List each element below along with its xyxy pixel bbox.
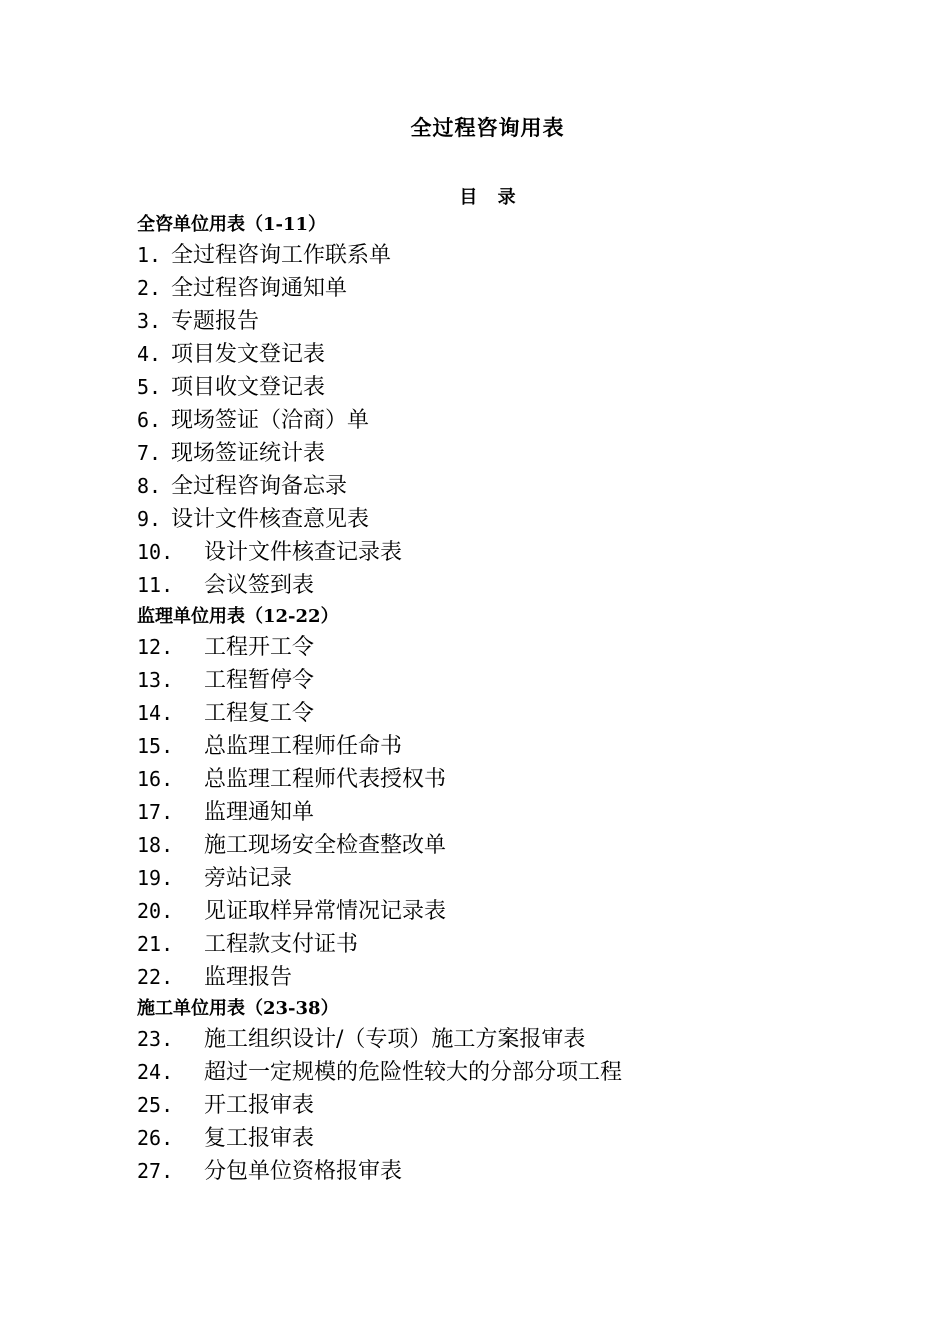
- toc-item-label: 施工现场安全检查整改单: [204, 833, 447, 858]
- toc-item-label: 监理报告: [204, 965, 293, 990]
- toc-item-number: 13.: [137, 668, 174, 692]
- toc-item: [137, 305, 877, 338]
- toc-item-number: 25.: [137, 1093, 174, 1117]
- toc-item: [137, 961, 877, 994]
- toc-item: [137, 862, 877, 895]
- toc-section-title: 施工单位用表（23-38）: [137, 998, 339, 1019]
- toc-item: [137, 569, 877, 602]
- toc-item-label: 项目收文登记表: [171, 375, 326, 400]
- toc-item: [137, 1056, 877, 1089]
- toc-item: [137, 1023, 877, 1056]
- toc-item: [137, 371, 877, 404]
- toc-item-number: 7.: [137, 441, 162, 465]
- toc-item: [137, 697, 877, 730]
- toc-item-number: 1.: [137, 243, 162, 267]
- toc-item-number: 27.: [137, 1159, 174, 1183]
- toc-item-label: 分包单位资格报审表: [204, 1159, 403, 1184]
- toc-item: [137, 404, 877, 437]
- toc-item: [137, 239, 877, 272]
- toc-item-number: 18.: [137, 833, 174, 857]
- toc-item: [137, 631, 877, 664]
- toc-item: [137, 730, 877, 763]
- toc-item: [137, 829, 877, 862]
- toc-item-number: 8.: [137, 474, 162, 498]
- toc-item: [137, 928, 877, 961]
- document-title: 全过程咨询用表: [410, 115, 565, 140]
- toc-heading: 目 录: [459, 187, 516, 208]
- toc-item-number: 26.: [137, 1126, 174, 1150]
- toc-item-label: 总监理工程师任命书: [204, 734, 403, 759]
- toc-item: [137, 536, 877, 569]
- toc-item-label: 总监理工程师代表授权书: [204, 767, 447, 792]
- toc-item-label: 监理通知单: [204, 800, 315, 825]
- toc-item-label: 设计文件核查意见表: [171, 507, 370, 532]
- toc-item-number: 4.: [137, 342, 162, 366]
- toc-item-number: 14.: [137, 701, 174, 725]
- toc-item-number: 17.: [137, 800, 174, 824]
- toc-item-number: 23.: [137, 1027, 174, 1051]
- toc-item-label: 工程款支付证书: [204, 932, 359, 957]
- toc-item-label: 旁站记录: [204, 866, 293, 891]
- toc-item-number: 24.: [137, 1060, 174, 1084]
- toc-item: [137, 503, 877, 536]
- toc-item-number: 22.: [137, 965, 174, 989]
- toc-item-label: 复工报审表: [204, 1126, 315, 1151]
- toc-item: [137, 1155, 877, 1188]
- toc-item: [137, 1122, 877, 1155]
- toc-item-number: 9.: [137, 507, 162, 531]
- toc-item-label: 工程暂停令: [204, 668, 315, 693]
- toc-item: [137, 796, 877, 829]
- toc-item-number: 3.: [137, 309, 162, 333]
- toc-item: [137, 895, 877, 928]
- toc-item-label: 施工组织设计/（专项）施工方案报审表: [204, 1027, 586, 1052]
- toc-item-number: 12.: [137, 635, 174, 659]
- toc-item-number: 6.: [137, 408, 162, 432]
- toc-item-number: 11.: [137, 573, 174, 597]
- toc-item-label: 全过程咨询备忘录: [171, 474, 348, 499]
- toc-item: [137, 338, 877, 371]
- toc-item-number: 5.: [137, 375, 162, 399]
- toc-item-label: 开工报审表: [204, 1093, 315, 1118]
- toc-item-label: 现场签证统计表: [171, 441, 326, 466]
- toc-section-title: 全咨单位用表（1-11）: [137, 214, 327, 235]
- toc-item-label: 全过程咨询通知单: [171, 276, 348, 301]
- toc-item-label: 工程开工令: [204, 635, 315, 660]
- toc-item-label: 超过一定规模的危险性较大的分部分项工程: [204, 1060, 623, 1085]
- toc-item: [137, 763, 877, 796]
- toc-item-number: 21.: [137, 932, 174, 956]
- toc-section-title: 监理单位用表（12-22）: [137, 606, 339, 627]
- toc-item-label: 会议签到表: [204, 573, 315, 598]
- toc-item-label: 专题报告: [171, 309, 260, 334]
- toc-item: [137, 1089, 877, 1122]
- toc-item-label: 项目发文登记表: [171, 342, 326, 367]
- toc-item-label: 现场签证（洽商）单: [171, 408, 370, 433]
- toc-item: [137, 272, 877, 305]
- toc-item-number: 15.: [137, 734, 174, 758]
- toc-item-number: 20.: [137, 899, 174, 923]
- toc-item: [137, 664, 877, 697]
- toc-item-number: 16.: [137, 767, 174, 791]
- toc-item-number: 19.: [137, 866, 174, 890]
- toc-item-label: 设计文件核查记录表: [204, 540, 403, 565]
- toc-item-number: 10.: [137, 540, 174, 564]
- toc-item-number: 2.: [137, 276, 162, 300]
- table-of-contents: [137, 210, 877, 1188]
- toc-item-label: 全过程咨询工作联系单: [171, 243, 392, 268]
- toc-item: [137, 437, 877, 470]
- toc-item: [137, 470, 877, 503]
- toc-item-label: 见证取样异常情况记录表: [204, 899, 447, 924]
- toc-item-label: 工程复工令: [204, 701, 315, 726]
